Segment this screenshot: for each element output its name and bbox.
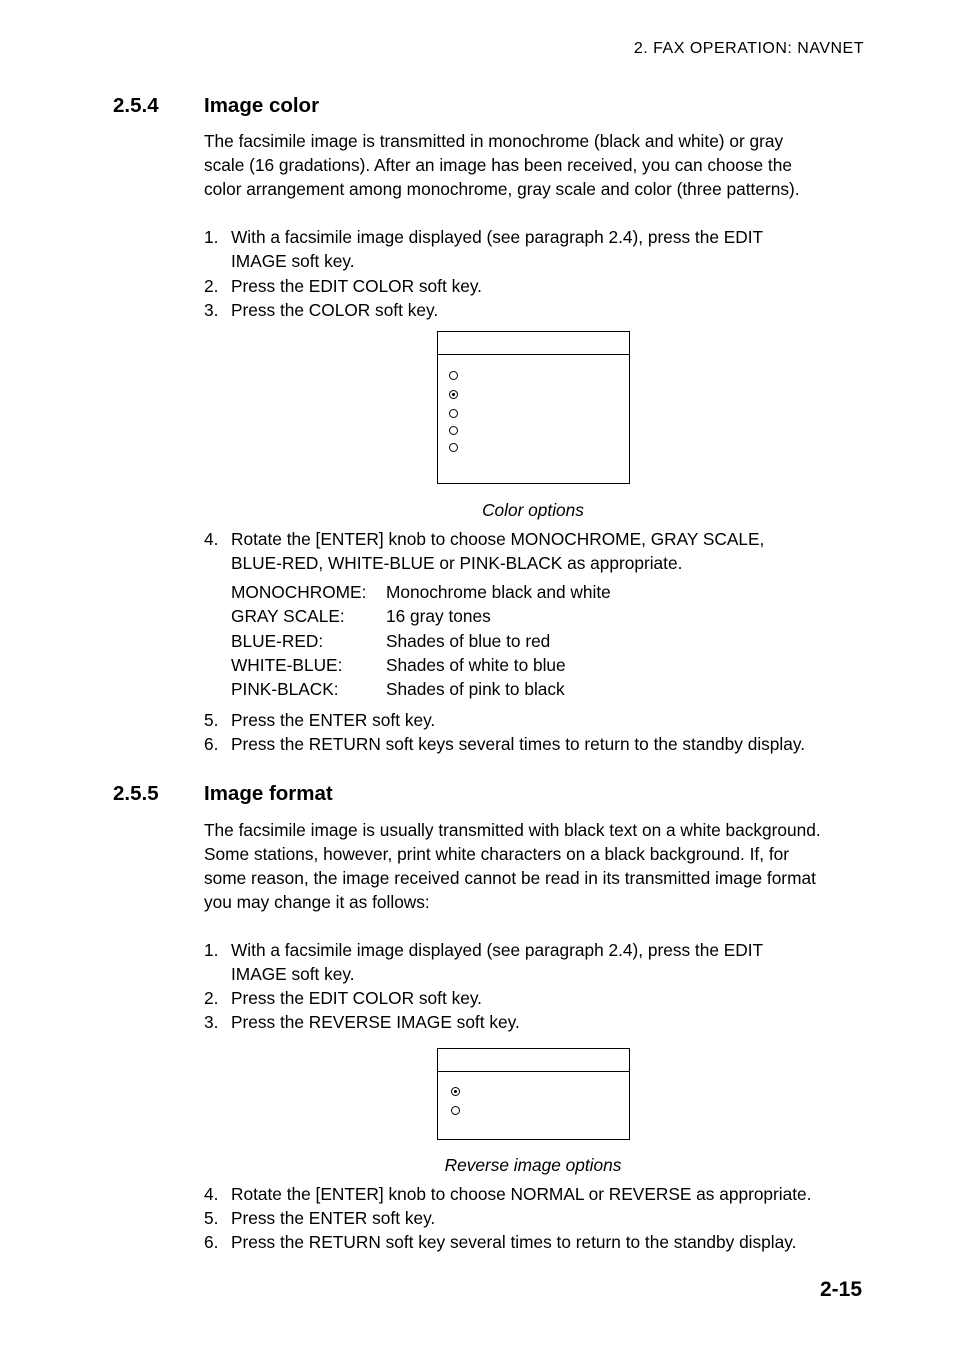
- text-line: you may change it as follows:: [204, 892, 430, 912]
- intro-paragraph: [204, 818, 869, 914]
- radio-selected-icon: [449, 390, 458, 399]
- definition-term: BLUE-RED:: [231, 630, 324, 651]
- step-text: Press the COLOR soft key.: [231, 300, 439, 320]
- radio-icon: [451, 1106, 460, 1115]
- step-item: [204, 938, 874, 986]
- step-text: Rotate the [ENTER] knob to choose NORMAL or REVERSE as appropriate.: [231, 1184, 812, 1204]
- intro-paragraph: [204, 129, 869, 201]
- definition-row: [231, 629, 611, 653]
- step-item: [204, 986, 874, 1010]
- definition-desc: Shades of pink to black: [386, 679, 565, 700]
- step-text: Press the ENTER soft key.: [231, 1208, 436, 1228]
- definition-term: WHITE-BLUE:: [231, 654, 343, 675]
- radio-icon: [449, 409, 458, 418]
- step-text: Rotate the [ENTER] knob to choose MONOCHROME, GRAY SCALE,: [231, 529, 765, 549]
- step-item: [204, 1230, 874, 1254]
- step-item: [204, 298, 874, 322]
- definition-row: [231, 580, 611, 604]
- step-number: 5.: [204, 710, 219, 730]
- text-line: scale (16 gradations). After an image has been received, you can choose the: [204, 155, 792, 175]
- definition-desc: 16 gray tones: [386, 606, 491, 627]
- definition-desc: Monochrome black and white: [386, 582, 611, 602]
- figure-caption: Color options: [482, 500, 584, 520]
- page-number: 2-15: [819, 1278, 862, 1301]
- step-text: BLUE-RED, WHITE-BLUE or PINK-BLACK as appropriate.: [231, 553, 683, 573]
- step-text: IMAGE soft key.: [231, 251, 355, 271]
- radio-selected-icon: [451, 1087, 460, 1096]
- definition-row: [231, 677, 611, 701]
- radio-icon: [449, 371, 458, 380]
- step-item: [204, 732, 874, 756]
- text-line: some reason, the image received cannot be read in its transmitted image format: [204, 868, 816, 888]
- step-item: [204, 708, 874, 732]
- step-number: 2.: [204, 276, 219, 296]
- step-text: Press the RETURN soft key several times to return to the standby display.: [231, 1232, 797, 1252]
- figure-caption: Reverse image options: [444, 1155, 622, 1175]
- step-text: Press the ENTER soft key.: [231, 710, 436, 730]
- step-number: 4.: [204, 1184, 219, 1204]
- step-text: IMAGE soft key.: [231, 964, 355, 984]
- definition-term: PINK-BLACK:: [231, 679, 339, 700]
- definition-term: MONOCHROME:: [231, 582, 367, 602]
- running-header: 2. FAX OPERATION: NAVNET: [633, 40, 864, 57]
- step-text: Press the EDIT COLOR soft key.: [231, 276, 482, 296]
- step-number: 3.: [204, 300, 219, 320]
- step-number: 6.: [204, 1232, 219, 1252]
- step-number: 3.: [204, 1012, 219, 1032]
- step-item: [204, 274, 874, 298]
- step-number: 4.: [204, 529, 219, 549]
- step-item: [204, 1010, 874, 1034]
- step-number: 1.: [204, 227, 219, 247]
- definition-row: [231, 653, 611, 677]
- definition-row: [231, 604, 611, 628]
- step-item: [204, 527, 874, 575]
- step-text: Press the RETURN soft keys several times to return to the standby display.: [231, 734, 806, 754]
- step-text: Press the EDIT COLOR soft key.: [231, 988, 482, 1008]
- text-line: The facsimile image is transmitted in monochrome (black and white) or gray: [204, 131, 784, 151]
- reverse-image-options-figure: [437, 1048, 630, 1140]
- step-number: 5.: [204, 1208, 219, 1228]
- text-line: Some stations, however, print white characters on a black background. If, for: [204, 844, 789, 864]
- step-item: [204, 1206, 874, 1230]
- step-number: 2.: [204, 988, 219, 1008]
- figure-title-bar: [438, 332, 629, 355]
- step-number: 6.: [204, 734, 219, 754]
- text-line: color arrangement among monochrome, gray scale and color (three patterns).: [204, 179, 800, 199]
- section-title: Image color: [204, 94, 320, 117]
- color-definitions: [231, 580, 611, 701]
- step-number: 1.: [204, 940, 219, 960]
- section-number: 2.5.5: [113, 782, 159, 805]
- color-options-figure: [437, 331, 630, 484]
- radio-icon: [449, 443, 458, 452]
- step-item: [204, 225, 874, 273]
- step-text: Press the REVERSE IMAGE soft key.: [231, 1012, 520, 1032]
- section-title: Image format: [204, 782, 333, 805]
- text-line: The facsimile image is usually transmitted with black text on a white background.: [204, 820, 821, 840]
- step-text: With a facsimile image displayed (see paragraph 2.4), press the EDIT: [231, 227, 764, 247]
- section-number: 2.5.4: [113, 94, 159, 117]
- figure-title-bar: [438, 1049, 629, 1072]
- definition-desc: Shades of white to blue: [386, 654, 566, 675]
- radio-icon: [449, 426, 458, 435]
- definition-term: GRAY SCALE:: [231, 606, 345, 627]
- step-item: [204, 1182, 874, 1206]
- definition-desc: Shades of blue to red: [386, 630, 551, 651]
- step-text: With a facsimile image displayed (see paragraph 2.4), press the EDIT: [231, 940, 764, 960]
